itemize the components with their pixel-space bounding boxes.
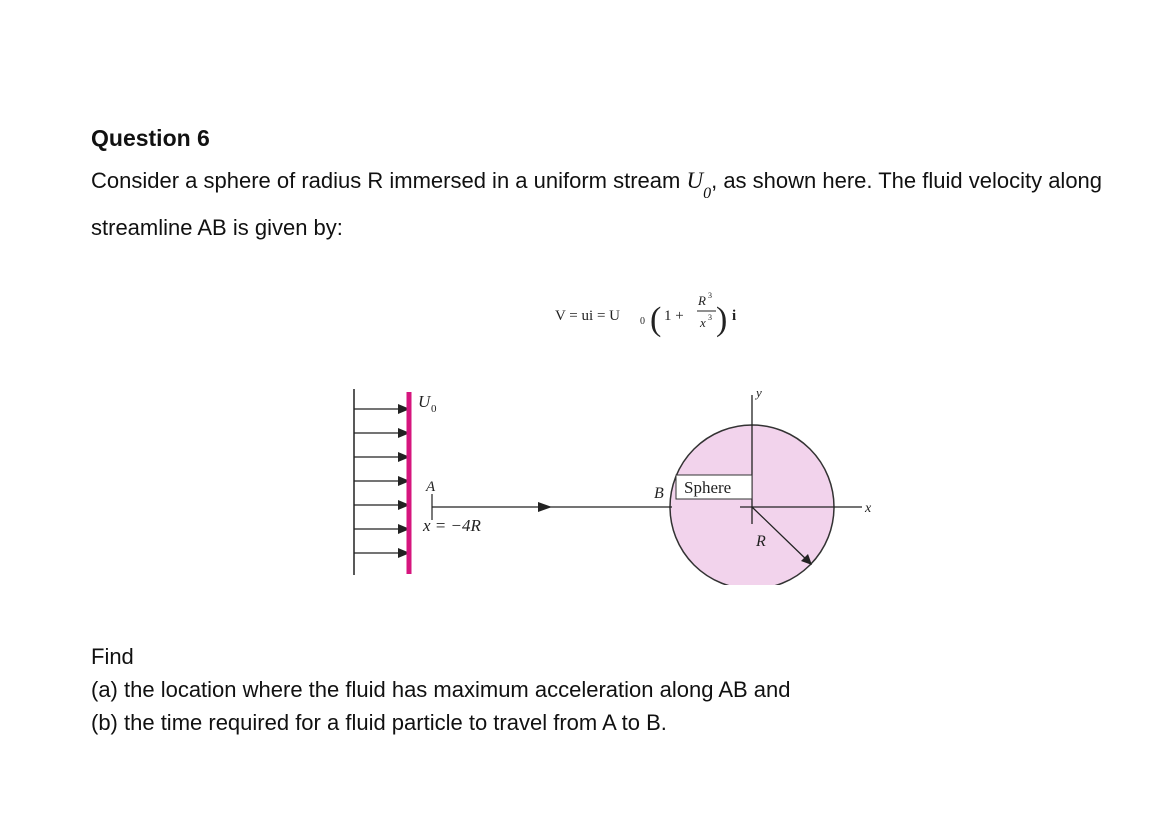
streamline-arrow bbox=[538, 502, 552, 512]
intro-text-end: , as shown here. The fluid velocity along streamline AB is given by: bbox=[91, 168, 1103, 240]
equation-lhs: V = ui = U bbox=[555, 308, 620, 324]
point-b-label: B bbox=[654, 485, 664, 502]
radius-label: R bbox=[756, 533, 766, 550]
stream-arrow bbox=[354, 452, 410, 462]
stream-arrow bbox=[354, 404, 410, 414]
question-title: Question 6 bbox=[91, 125, 210, 151]
x-axis-label: x bbox=[865, 501, 872, 516]
velocity-equation bbox=[555, 291, 736, 338]
sphere-label: Sphere bbox=[684, 478, 732, 497]
open-paren: ( bbox=[650, 301, 662, 338]
uniform-stream-arrows bbox=[354, 389, 410, 575]
equation-numerator-exp: 3 bbox=[708, 291, 712, 300]
equation-denominator: x bbox=[700, 315, 706, 330]
find-heading: Find bbox=[91, 644, 134, 669]
find-section bbox=[91, 640, 791, 739]
equation-lhs-sub: 0 bbox=[640, 316, 645, 327]
stream-label-sub: 0 bbox=[431, 403, 437, 415]
question-intro bbox=[91, 159, 1111, 250]
find-part-b: (b) the time required for a fluid particle to travel from A to B. bbox=[91, 710, 667, 735]
equation-denominator-exp: 3 bbox=[708, 313, 712, 322]
stream-arrow bbox=[354, 476, 410, 486]
stream-arrow bbox=[354, 428, 410, 438]
stream-label: U bbox=[418, 392, 431, 411]
y-axis-label: y bbox=[756, 385, 762, 400]
stream-arrow bbox=[354, 548, 410, 558]
sphere-flow-diagram bbox=[330, 275, 890, 585]
stream-arrow bbox=[354, 524, 410, 534]
equation-one: 1 + bbox=[664, 308, 684, 324]
intro-text-start: Consider a sphere of radius R immersed in a uniform stream bbox=[91, 168, 687, 193]
equation-numerator: R bbox=[698, 293, 706, 308]
equation-unit-vector: i bbox=[732, 308, 737, 324]
stream-symbol: U bbox=[686, 168, 704, 193]
x-position-label: x = −4R bbox=[423, 516, 481, 535]
find-part-a: (a) the location where the fluid has maximum acceleration along AB and bbox=[91, 677, 791, 702]
point-a-label: A bbox=[426, 479, 436, 495]
stream-arrow bbox=[354, 500, 410, 510]
close-paren: ) bbox=[716, 301, 728, 338]
stream-subscript: 0 bbox=[703, 185, 712, 202]
